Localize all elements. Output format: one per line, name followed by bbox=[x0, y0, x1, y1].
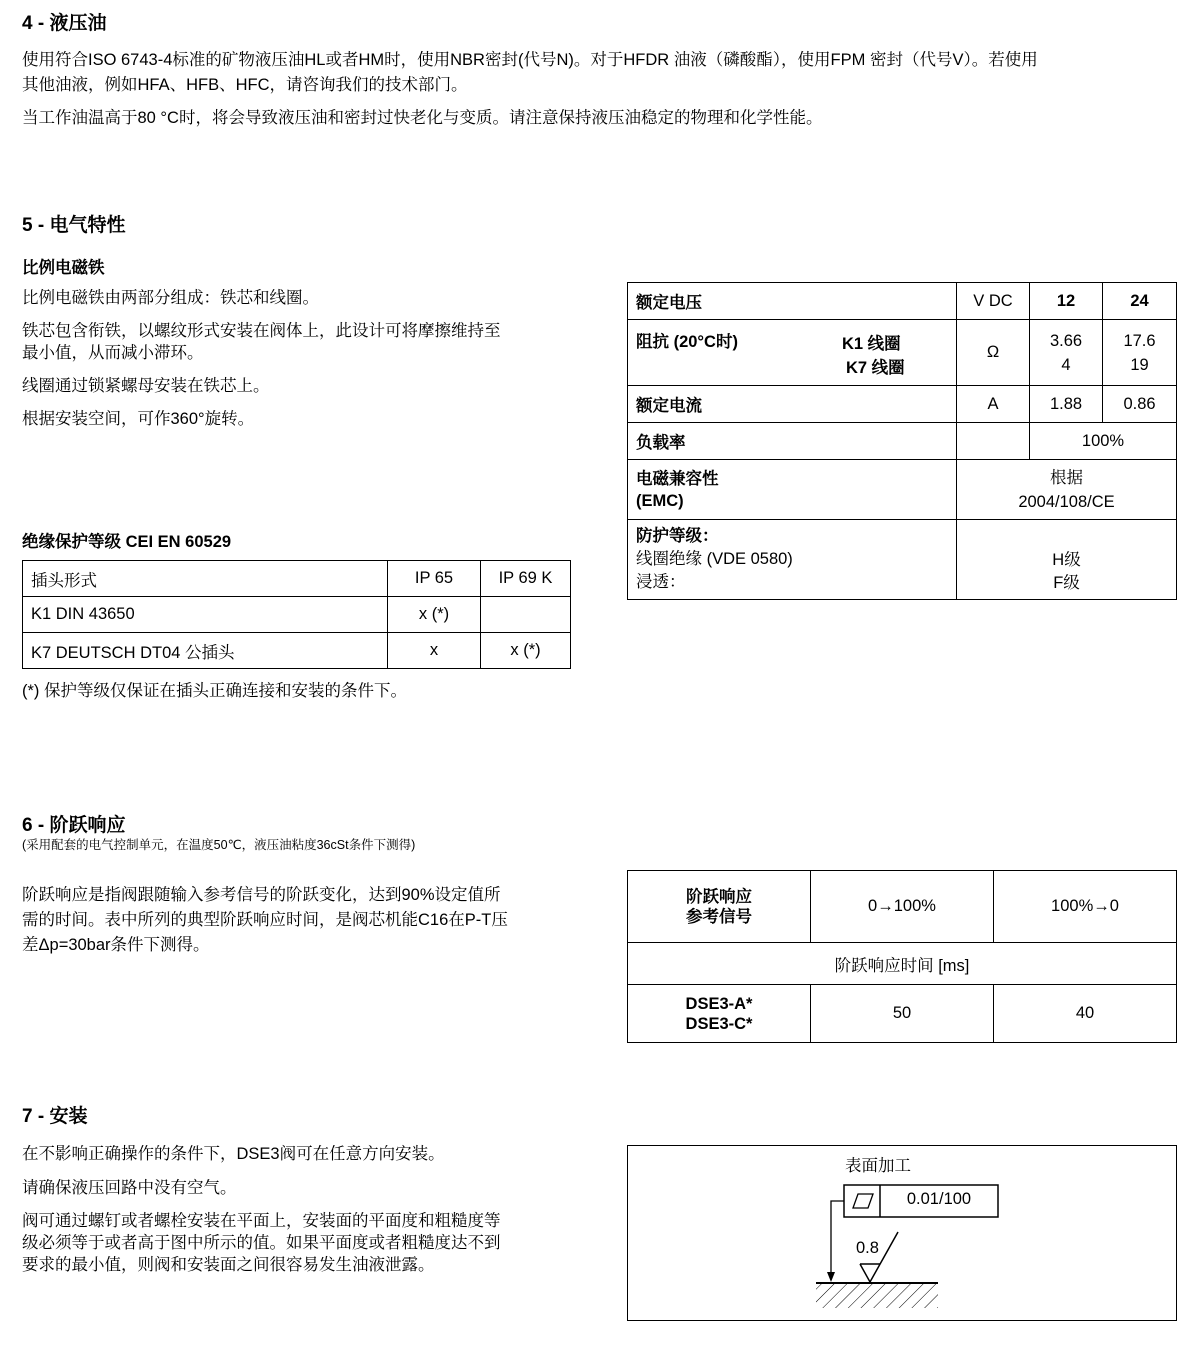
rated-voltage-label: 额定电压 bbox=[628, 283, 957, 320]
section6-para-line1: 阶跃响应是指阀跟随输入参考信号的阶跃变化，达到90%设定值所 bbox=[22, 886, 501, 904]
section7-para3-line2: 级必须等于或者高于图中所示的值。如果平面度或者粗糙度达不到 bbox=[22, 1234, 501, 1252]
step-model1: DSE3-A* bbox=[685, 994, 753, 1013]
section7-title: 7 - 安装 bbox=[22, 1106, 88, 1127]
plug-row2-ip65: x bbox=[388, 633, 481, 669]
plug-row2-type: K7 DEUTSCH DT04 公插头 bbox=[23, 633, 388, 669]
current-unit: A bbox=[957, 386, 1030, 423]
duty-label: 负载率 bbox=[628, 423, 957, 460]
solenoid-para3: 线圈通过锁紧螺母安装在铁芯上。 bbox=[22, 377, 270, 395]
solenoid-para2-line1: 铁芯包含衔铁，以螺纹形式安装在阀体上，此设计可将摩擦维持至 bbox=[22, 322, 501, 340]
resistance-12-k1: 3.66 bbox=[1049, 331, 1083, 350]
plug-row1-ip65: x (*) bbox=[388, 597, 481, 633]
surface-finish-title: 表面加工 bbox=[845, 1157, 911, 1175]
plug-footnote: (*) 保护等级仅保证在插头正确连接和安装的条件下。 bbox=[22, 682, 407, 700]
section7-para2: 请确保液压回路中没有空气。 bbox=[22, 1179, 237, 1197]
resistance-24-k7: 19 bbox=[1130, 355, 1149, 374]
ref-signal-label bbox=[628, 871, 811, 943]
section6-para-line3: 差Δp=30bar条件下测得。 bbox=[22, 936, 210, 954]
section6-title: 6 - 阶跃响应 bbox=[22, 815, 126, 836]
rated-voltage-unit: V DC bbox=[957, 283, 1030, 320]
step-val1: 50 bbox=[811, 985, 994, 1043]
rated-current-label: 额定电流 bbox=[628, 386, 957, 423]
solenoid-subtitle: 比例电磁铁 bbox=[22, 259, 105, 277]
section7-para3-line3: 要求的最小值，则阀和安装面之间很容易发生油液泄露。 bbox=[22, 1256, 435, 1274]
plug-row2-ip69k: x (*) bbox=[481, 633, 571, 669]
section4-para1-line1: 使用符合ISO 6743-4标准的矿物液压油HL或者HM时，使用NBR密封(代号N)。对于HFDR 油液（磷酸酯），使用FPM 密封（代号V）。若使用 bbox=[22, 51, 1038, 69]
current-12: 1.88 bbox=[1030, 386, 1103, 423]
protection-value bbox=[957, 520, 1177, 600]
emc-value-line1: 根据 bbox=[1050, 468, 1083, 487]
impregnation-value: F级 bbox=[1053, 574, 1080, 592]
surface-finish-diagram bbox=[627, 1145, 1177, 1321]
step-val2: 40 bbox=[994, 985, 1177, 1043]
section7-para3-line1: 阀可通过螺钉或者螺栓安装在平面上，安装面的平面度和粗糙度等 bbox=[22, 1212, 501, 1230]
resistance-12-k7: 4 bbox=[1061, 355, 1071, 374]
resistance-24-k1: 17.6 bbox=[1123, 331, 1156, 350]
coil-insulation-value: H级 bbox=[1052, 551, 1081, 569]
resistance-24 bbox=[1103, 320, 1177, 386]
plug-header-type: 插头形式 bbox=[23, 561, 388, 597]
duty-empty bbox=[957, 423, 1030, 460]
emc-value bbox=[957, 460, 1177, 520]
voltage-12: 12 bbox=[1030, 283, 1103, 320]
ref-signal-label-line2: 参考信号 bbox=[686, 907, 752, 926]
duty-value: 100% bbox=[1030, 423, 1177, 460]
step-col1: 0→100% bbox=[811, 871, 994, 943]
flatness-value: 0.01/100 bbox=[906, 1190, 972, 1208]
plug-row1-ip69k bbox=[481, 597, 571, 633]
resistance-unit: Ω bbox=[957, 320, 1030, 386]
step-models bbox=[628, 985, 811, 1043]
voltage-24: 24 bbox=[1103, 283, 1177, 320]
ref-signal-label-line1: 阶跃响应 bbox=[686, 887, 752, 906]
solenoid-para2-line2: 最小值，从而减小滞环。 bbox=[22, 344, 204, 362]
section6-note: (采用配套的电气控制单元，在温度50℃，液压油粘度36cSt条件下测得) bbox=[22, 838, 416, 852]
spec-table bbox=[627, 282, 1177, 600]
resistance-12 bbox=[1030, 320, 1103, 386]
section6-para-line2: 需的时间。表中所列的典型阶跃响应时间，是阀芯机能C16在P-T压 bbox=[22, 911, 508, 929]
surface-hatch bbox=[816, 1284, 938, 1308]
roughness-value: 0.8 bbox=[856, 1239, 879, 1257]
section5-title: 5 - 电气特性 bbox=[22, 215, 126, 236]
emc-value-line2: 2004/108/CE bbox=[1018, 492, 1115, 511]
leader-arrow-icon bbox=[827, 1272, 835, 1282]
plug-header-ip65: IP 65 bbox=[388, 561, 481, 597]
coil-k7-label: K7 线圈 bbox=[846, 359, 905, 377]
section4-para2: 当工作油温高于80 °C时，将会导致液压油和密封过快老化与变质。请注意保持液压油稳定的物理和化学性能。 bbox=[22, 109, 823, 127]
step-col2: 100%→0 bbox=[994, 871, 1177, 943]
insulation-title: 绝缘保护等级 CEI EN 60529 bbox=[22, 533, 232, 551]
impregnation-label: 浸透： bbox=[636, 573, 686, 591]
protection-title: 防护等级： bbox=[636, 527, 719, 545]
plug-row1-type: K1 DIN 43650 bbox=[23, 597, 388, 633]
leader-line bbox=[831, 1201, 844, 1274]
resistance-cell bbox=[628, 320, 957, 386]
step-time-label: 阶跃响应时间 [ms] bbox=[628, 943, 1177, 985]
plug-header-ip69k: IP 69 K bbox=[481, 561, 571, 597]
resistance-label: 阻抗 (20°C时) bbox=[636, 333, 738, 351]
section4-title: 4 - 液压油 bbox=[22, 13, 107, 34]
solenoid-para4: 根据安装空间，可作360°旋转。 bbox=[22, 410, 255, 428]
surface-finish-drawing bbox=[628, 1146, 1176, 1320]
flatness-icon bbox=[853, 1194, 873, 1208]
protection-label bbox=[628, 520, 957, 600]
emc-label-line2: (EMC) bbox=[636, 491, 684, 510]
emc-label bbox=[628, 460, 957, 520]
step-model2: DSE3-C* bbox=[685, 1014, 753, 1033]
plug-table bbox=[22, 560, 571, 669]
solenoid-para1: 比例电磁铁由两部分组成：铁芯和线圈。 bbox=[22, 289, 319, 307]
coil-k1-label: K1 线圈 bbox=[842, 335, 901, 353]
step-response-table bbox=[627, 870, 1177, 1043]
emc-label-line1: 电磁兼容性 bbox=[636, 469, 719, 488]
section7-para1: 在不影响正确操作的条件下，DSE3阀可在任意方向安装。 bbox=[22, 1145, 445, 1163]
current-24: 0.86 bbox=[1103, 386, 1177, 423]
section4-para1-line2: 其他油液，例如HFA、HFB、HFC，请咨询我们的技术部门。 bbox=[22, 76, 468, 94]
coil-insulation-label: 线圈绝缘 (VDE 0580) bbox=[636, 550, 793, 568]
